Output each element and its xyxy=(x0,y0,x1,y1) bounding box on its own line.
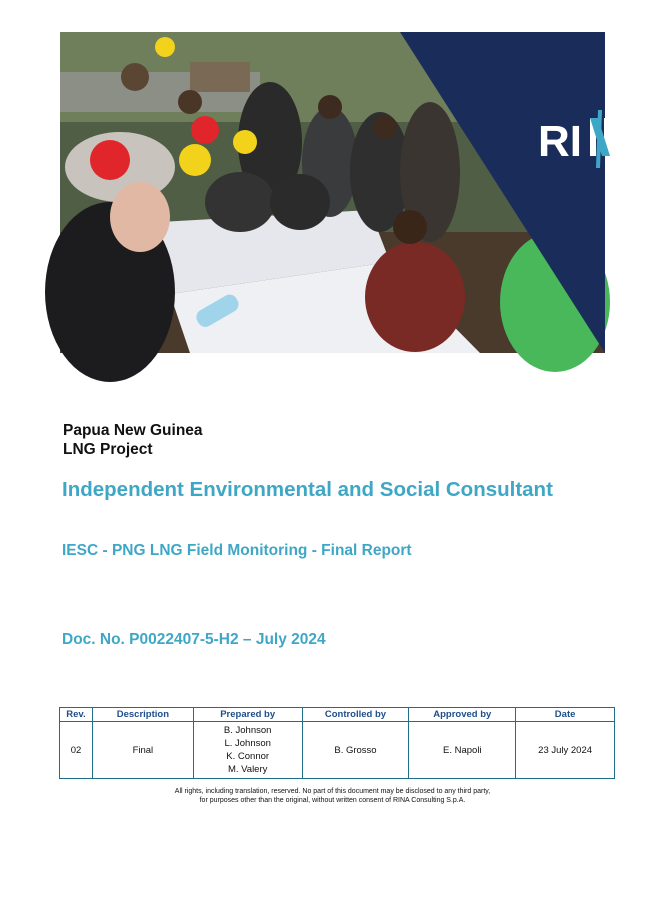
cell-prepared-by xyxy=(193,722,302,779)
preparer-name: B. Johnson xyxy=(223,725,272,736)
project-name: LNG Project xyxy=(63,441,153,458)
preparer-name: M. Valery xyxy=(227,764,268,775)
revision-table xyxy=(59,707,615,779)
page-title: Independent Environmental and Social Consultant xyxy=(62,478,553,501)
cell-rev: 02 xyxy=(60,722,93,779)
cell-description: Final xyxy=(92,722,193,779)
rights-line-1: All rights, including translation, reserved. No part of this document may be disclosed to any third party, xyxy=(174,788,491,795)
logo-text-left: RI xyxy=(538,117,582,166)
cell-date: 23 July 2024 xyxy=(516,722,615,779)
cell-controlled-by: B. Grosso xyxy=(302,722,409,779)
header-prepared-by: Prepared by xyxy=(193,708,302,722)
report-subtitle: IESC - PNG LNG Field Monitoring - Final Report xyxy=(62,542,412,559)
header-rev: Rev. xyxy=(60,708,93,722)
project-country: Papua New Guinea xyxy=(63,422,203,439)
cover-photo xyxy=(60,32,644,353)
logo-n-mark xyxy=(590,110,610,168)
document-number: Doc. No. P0022407-5-H2 – July 2024 xyxy=(62,631,326,648)
header-approved-by: Approved by xyxy=(409,708,516,722)
header-description: Description xyxy=(92,708,193,722)
table-row xyxy=(60,722,615,779)
rights-notice xyxy=(60,788,605,805)
revision-table-header xyxy=(60,708,615,722)
preparer-name: L. Johnson xyxy=(224,738,271,749)
cell-approved-by: E. Napoli xyxy=(409,722,516,779)
header-date: Date xyxy=(516,708,615,722)
rights-line-2: for purposes other than the original, without written consent of RINA Consulting S.p.A. xyxy=(199,796,466,804)
photo-meeting-icon xyxy=(60,32,605,353)
rina-logo xyxy=(538,110,648,170)
preparer-name: K. Connor xyxy=(226,751,270,762)
header-controlled-by: Controlled by xyxy=(302,708,409,722)
logo-text-right: A xyxy=(612,117,644,166)
